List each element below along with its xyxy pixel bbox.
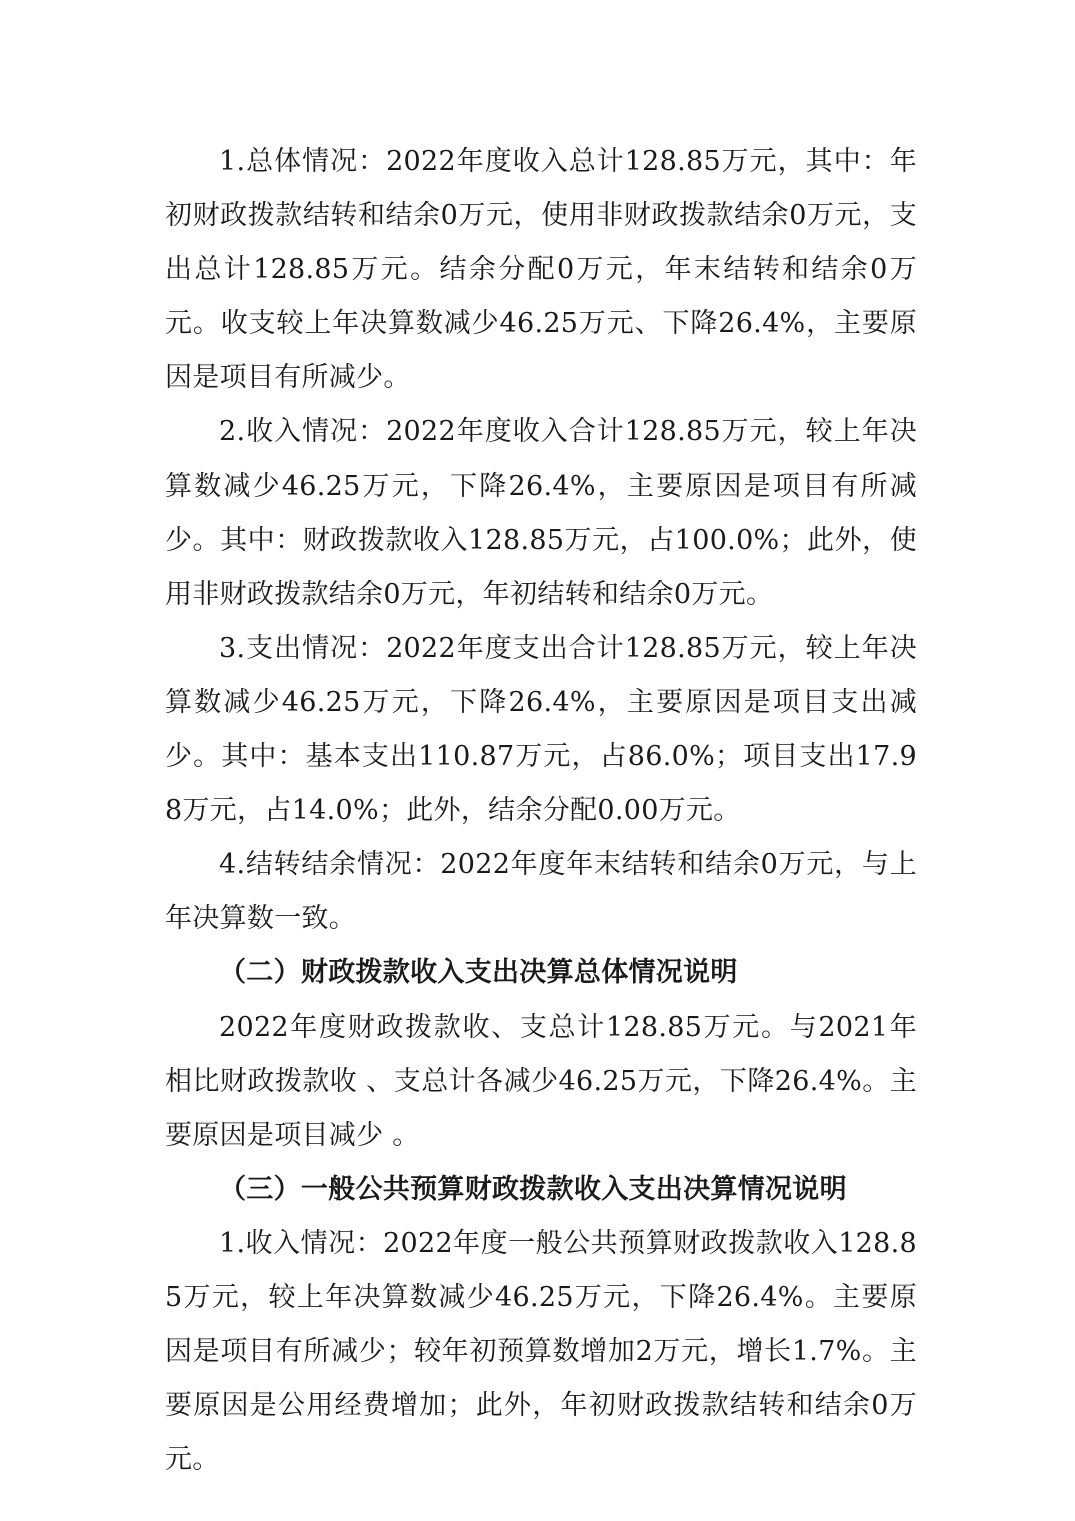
- document-page: [165, 135, 917, 1487]
- paragraph-general-budget-income: 1.收入情况：2022年度一般公共预算财政拨款收入128.85万元，较上年决算数减少46.25万元，下降26.4%。主要原因是项目有所减少；较年初预算数增加2万元，增长1.7%。主要原因是公用经费增加；此外，年初财政拨款结转和结余0万元。: [165, 1227, 917, 1476]
- paragraph-overall: 1.总体情况：2022年度收入总计128.85万元，其中：年初财政拨款结转和结余0万元，使用非财政拨款结余0万元，支出总计128.85万元。结余分配0万元，年末结转和结余0万元。收支较上年决算数减少46.25万元、下降26.4%，主要原因是项目有所减少。: [165, 146, 917, 394]
- paragraph-expenditure: 3.支出情况：2022年度支出合计128.85万元，较上年决算数减少46.25万元，下降26.4%，主要原因是项目支出减少。其中：基本支出110.87万元，占86.0%；项目支出17.98万元，占14.0%；此外，结余分配0.00万元。: [165, 632, 917, 827]
- paragraph-income: 2.收入情况：2022年度收入合计128.85万元，较上年决算数减少46.25万元，下降26.4%，主要原因是项目有所减少。其中：财政拨款收入128.85万元，占100.0%；此外，使用非财政拨款结余0万元，年初结转和结余0万元。: [165, 416, 917, 610]
- paragraph-carryover: 4.结转结余情况：2022年度年末结转和结余0万元，与上年决算数一致。: [165, 849, 917, 935]
- paragraph-fiscal-total: 2022年度财政拨款收、支总计128.85万元。与2021年相比财政拨款收 、支总计各减少46.25万元，下降26.4%。主要原因是项目减少 。: [165, 1011, 917, 1151]
- section-heading-3: （三）一般公共预算财政拨款收入支出决算情况说明: [219, 1173, 847, 1205]
- section-heading-2: （二）财政拨款收入支出决算总体情况说明: [219, 957, 738, 989]
